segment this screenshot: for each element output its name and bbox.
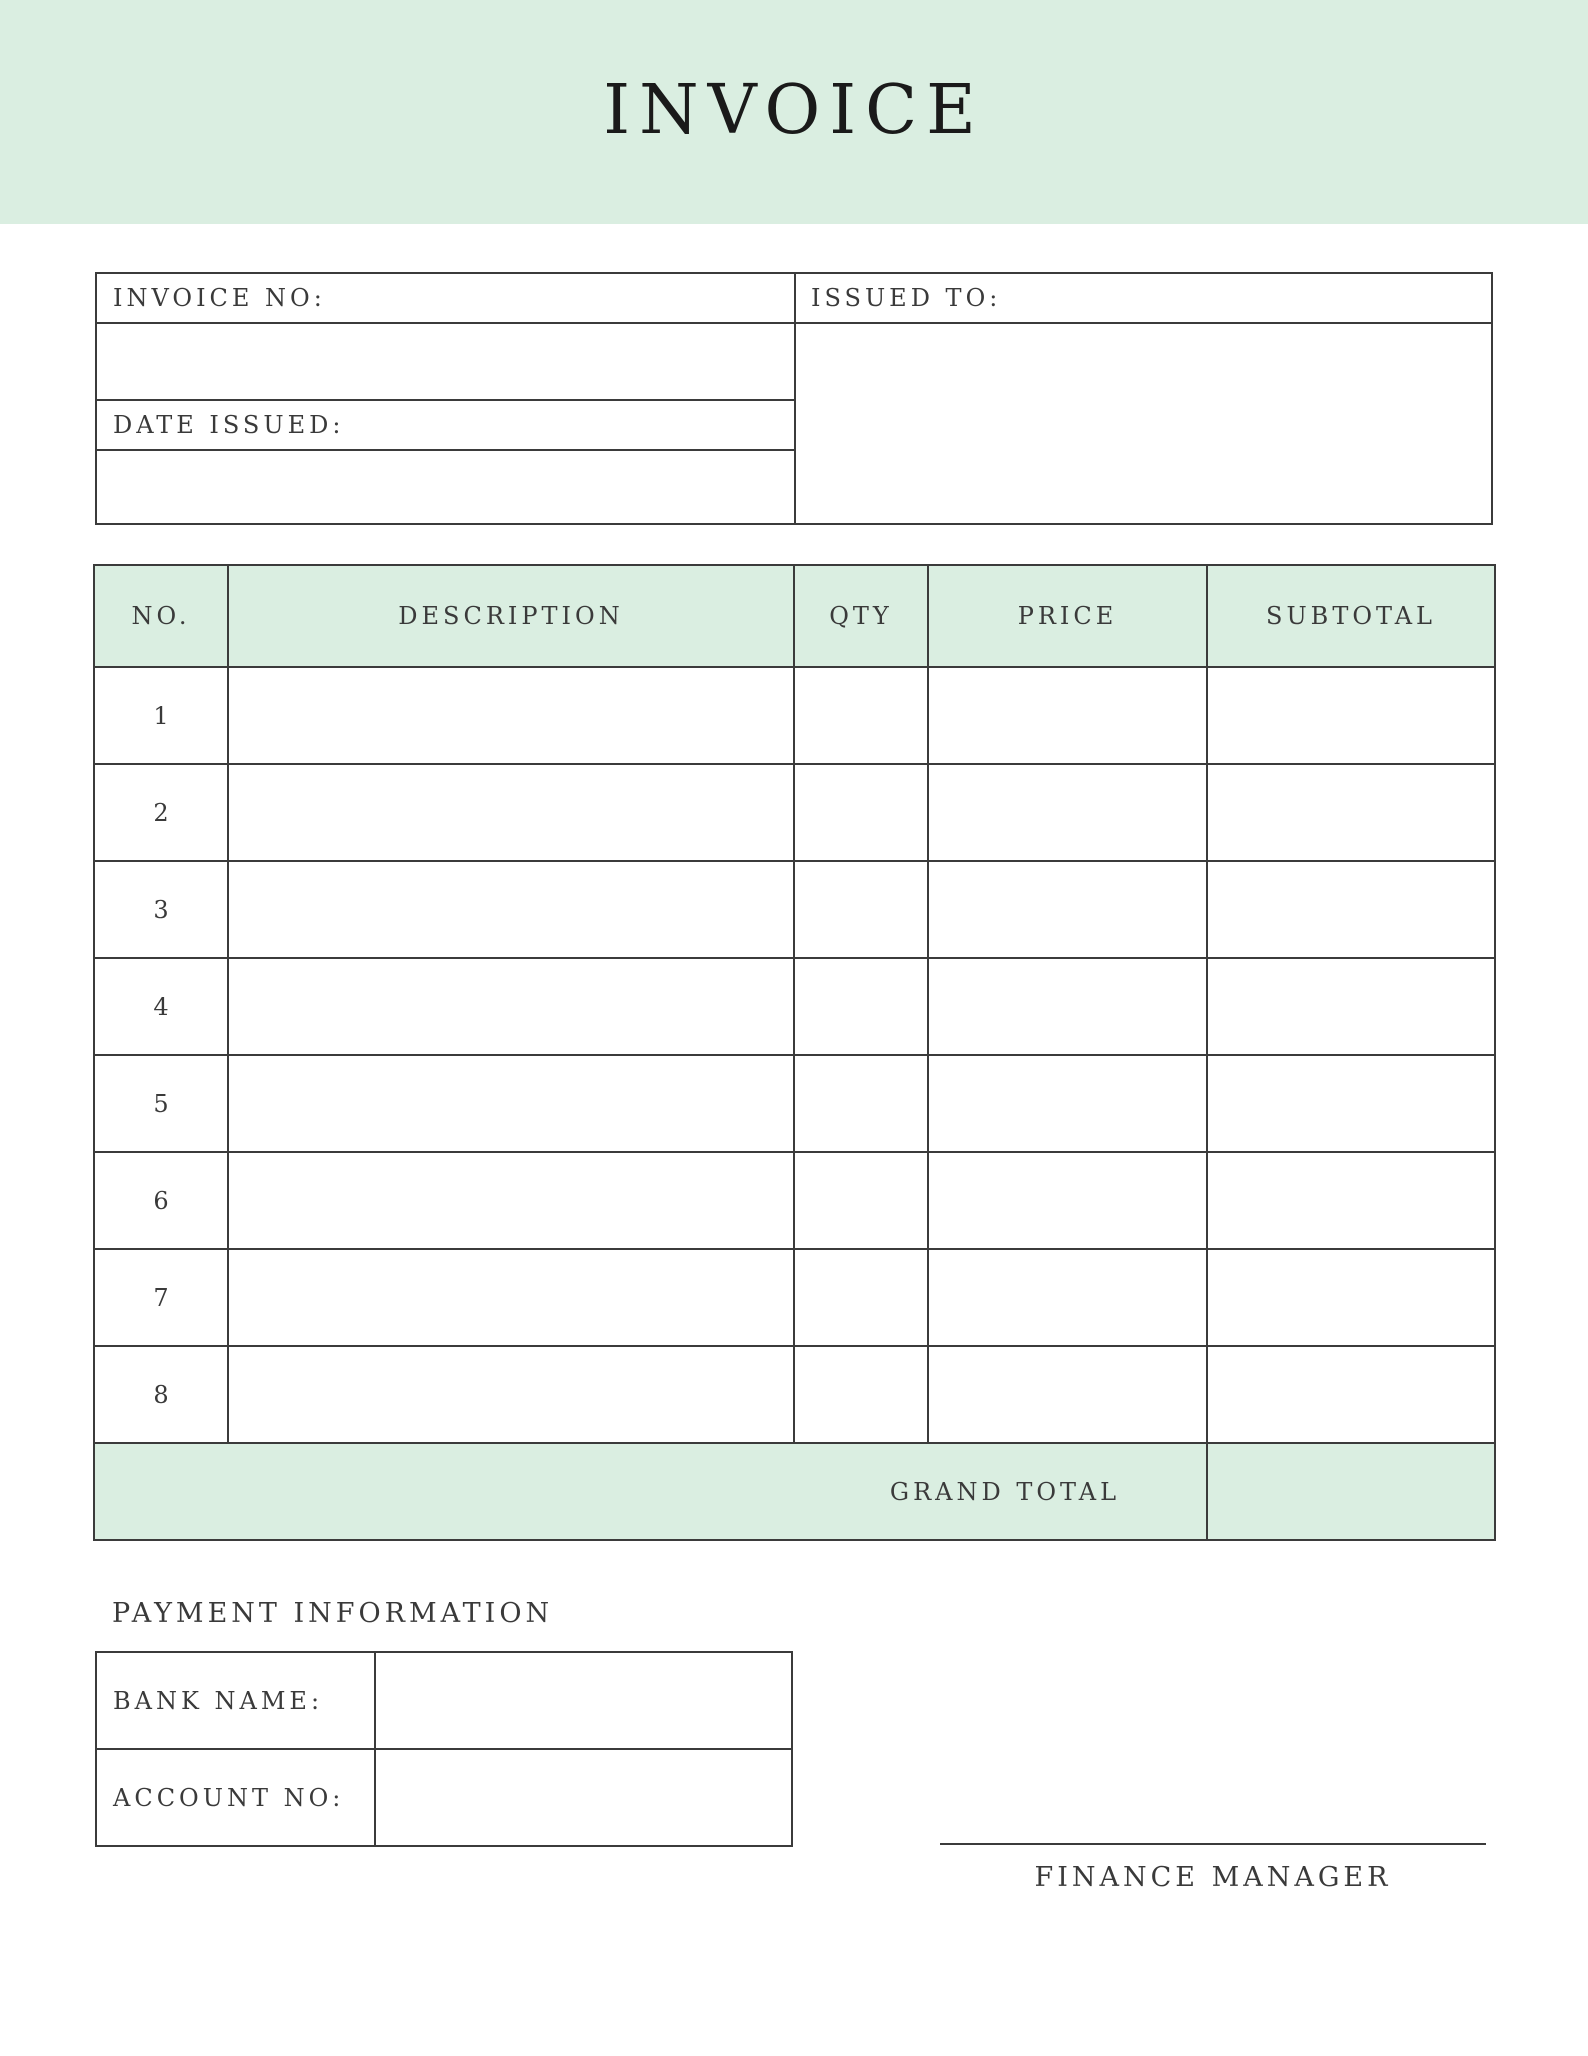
grand-total-row bbox=[94, 1443, 1495, 1540]
table-row bbox=[94, 861, 1495, 958]
price-cell[interactable] bbox=[928, 1055, 1207, 1152]
description-cell[interactable] bbox=[228, 1249, 794, 1346]
invoice-no-label: INVOICE NO: bbox=[113, 284, 326, 312]
price-cell[interactable] bbox=[928, 764, 1207, 861]
price-cell[interactable] bbox=[928, 1152, 1207, 1249]
account-no-label: ACCOUNT NO: bbox=[96, 1749, 375, 1846]
table-row bbox=[94, 667, 1495, 764]
issued-to-label: ISSUED TO: bbox=[811, 284, 1002, 312]
column-header-qty: QTY bbox=[794, 565, 928, 667]
qty-cell[interactable] bbox=[794, 1249, 928, 1346]
qty-cell[interactable] bbox=[794, 958, 928, 1055]
description-cell[interactable] bbox=[228, 861, 794, 958]
table-row bbox=[96, 1652, 792, 1749]
description-cell[interactable] bbox=[228, 1346, 794, 1443]
payment-table bbox=[95, 1651, 793, 1847]
grand-total-value[interactable] bbox=[1207, 1443, 1495, 1540]
price-cell[interactable] bbox=[928, 958, 1207, 1055]
subtotal-cell[interactable] bbox=[1207, 1055, 1495, 1152]
price-cell[interactable] bbox=[928, 1346, 1207, 1443]
account-no-field[interactable] bbox=[375, 1749, 792, 1846]
bank-name-field[interactable] bbox=[375, 1652, 792, 1749]
table-row bbox=[94, 958, 1495, 1055]
qty-cell[interactable] bbox=[794, 667, 928, 764]
info-divider bbox=[97, 399, 794, 401]
invoice-no-field[interactable] bbox=[97, 324, 794, 399]
subtotal-cell[interactable] bbox=[1207, 1152, 1495, 1249]
table-row bbox=[94, 1249, 1495, 1346]
qty-cell[interactable] bbox=[794, 1152, 928, 1249]
qty-cell[interactable] bbox=[794, 1346, 928, 1443]
row-number: 8 bbox=[94, 1346, 228, 1443]
finance-manager-label: FINANCE MANAGER bbox=[1034, 1862, 1392, 1893]
price-cell[interactable] bbox=[928, 667, 1207, 764]
column-header-price: PRICE bbox=[928, 565, 1207, 667]
items-table bbox=[93, 564, 1496, 1541]
table-row bbox=[94, 1055, 1495, 1152]
row-number: 5 bbox=[94, 1055, 228, 1152]
row-number: 6 bbox=[94, 1152, 228, 1249]
row-number: 2 bbox=[94, 764, 228, 861]
column-header-subtotal: SUBTOTAL bbox=[1207, 565, 1495, 667]
row-number: 4 bbox=[94, 958, 228, 1055]
description-cell[interactable] bbox=[228, 1055, 794, 1152]
invoice-info-box bbox=[95, 272, 1493, 525]
signature-line[interactable] bbox=[940, 1843, 1486, 1845]
qty-cell[interactable] bbox=[794, 764, 928, 861]
column-header-no: NO. bbox=[94, 565, 228, 667]
payment-heading: PAYMENT INFORMATION bbox=[112, 1598, 554, 1629]
table-row bbox=[94, 764, 1495, 861]
bank-name-label: BANK NAME: bbox=[96, 1652, 375, 1749]
subtotal-cell[interactable] bbox=[1207, 1346, 1495, 1443]
subtotal-cell[interactable] bbox=[1207, 958, 1495, 1055]
date-issued-label: DATE ISSUED: bbox=[113, 411, 345, 439]
qty-cell[interactable] bbox=[794, 1055, 928, 1152]
row-number: 7 bbox=[94, 1249, 228, 1346]
description-cell[interactable] bbox=[228, 764, 794, 861]
table-header-row bbox=[94, 565, 1495, 667]
price-cell[interactable] bbox=[928, 861, 1207, 958]
issued-to-field[interactable] bbox=[796, 324, 1491, 523]
description-cell[interactable] bbox=[228, 1152, 794, 1249]
column-header-description: DESCRIPTION bbox=[228, 565, 794, 667]
table-row bbox=[94, 1346, 1495, 1443]
subtotal-cell[interactable] bbox=[1207, 1249, 1495, 1346]
price-cell[interactable] bbox=[928, 1249, 1207, 1346]
description-cell[interactable] bbox=[228, 667, 794, 764]
qty-cell[interactable] bbox=[794, 861, 928, 958]
page-title: INVOICE bbox=[603, 71, 985, 150]
table-row bbox=[94, 1152, 1495, 1249]
grand-total-label: GRAND TOTAL bbox=[94, 1443, 1207, 1540]
subtotal-cell[interactable] bbox=[1207, 667, 1495, 764]
subtotal-cell[interactable] bbox=[1207, 861, 1495, 958]
row-number: 3 bbox=[94, 861, 228, 958]
row-number: 1 bbox=[94, 667, 228, 764]
subtotal-cell[interactable] bbox=[1207, 764, 1495, 861]
description-cell[interactable] bbox=[228, 958, 794, 1055]
table-row bbox=[96, 1749, 792, 1846]
date-issued-field[interactable] bbox=[97, 451, 794, 523]
